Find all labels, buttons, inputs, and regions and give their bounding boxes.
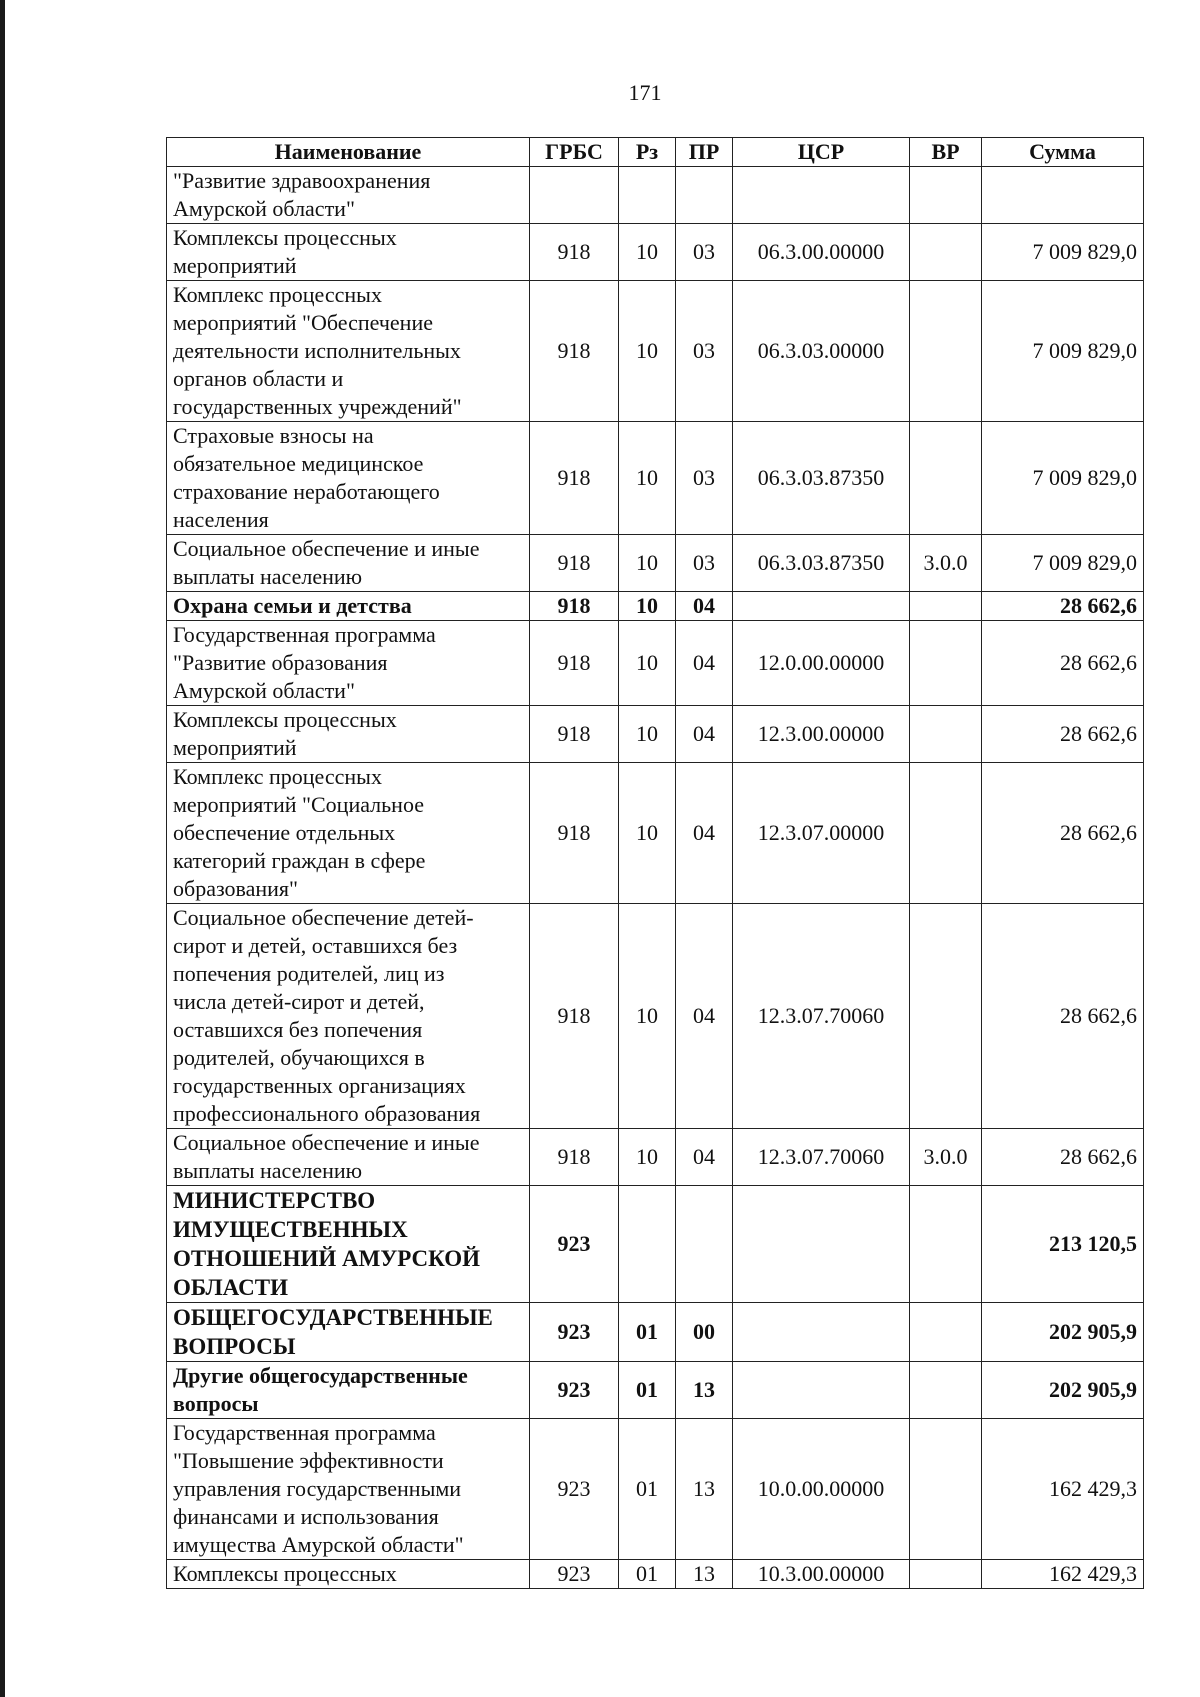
cell-name bbox=[167, 904, 530, 1129]
cell-vr bbox=[910, 422, 982, 535]
cell-vr bbox=[910, 167, 982, 224]
table-row bbox=[167, 1129, 1144, 1186]
cell-name-line: ИМУЩЕСТВЕННЫХ bbox=[173, 1217, 408, 1242]
cell-csr: 06.3.03.87350 bbox=[733, 422, 910, 535]
cell-vr bbox=[910, 1186, 982, 1303]
cell-name-line: образования" bbox=[173, 876, 299, 901]
table-row bbox=[167, 1419, 1144, 1560]
table-row bbox=[167, 904, 1144, 1129]
cell-name-line: Комплексы процессных bbox=[173, 1561, 397, 1586]
cell-name-line: родителей, обучающихся в bbox=[173, 1045, 425, 1070]
cell-csr: 06.3.03.00000 bbox=[733, 281, 910, 422]
cell-name bbox=[167, 621, 530, 706]
cell-csr: 12.0.00.00000 bbox=[733, 621, 910, 706]
cell-pr: 04 bbox=[676, 706, 733, 763]
cell-grbs: 918 bbox=[530, 422, 619, 535]
cell-name-line: попечения родителей, лиц из bbox=[173, 961, 445, 986]
cell-name-line: Другие общегосударственные bbox=[173, 1363, 468, 1388]
table-row bbox=[167, 224, 1144, 281]
cell-csr: 06.3.00.00000 bbox=[733, 224, 910, 281]
cell-vr bbox=[910, 706, 982, 763]
cell-rz: 10 bbox=[619, 422, 676, 535]
cell-pr: 04 bbox=[676, 592, 733, 621]
header-name: Наименование bbox=[167, 138, 530, 167]
cell-pr: 04 bbox=[676, 621, 733, 706]
cell-sum: 202 905,9 bbox=[982, 1362, 1144, 1419]
cell-vr bbox=[910, 1303, 982, 1362]
cell-name-line: ОТНОШЕНИЙ АМУРСКОЙ bbox=[173, 1246, 481, 1271]
cell-name-line: Государственная программа bbox=[173, 1420, 436, 1445]
cell-name-line: Комплексы процессных bbox=[173, 225, 397, 250]
table-row bbox=[167, 621, 1144, 706]
cell-pr: 13 bbox=[676, 1560, 733, 1589]
cell-grbs: 923 bbox=[530, 1560, 619, 1589]
cell-pr: 13 bbox=[676, 1419, 733, 1560]
cell-rz: 10 bbox=[619, 592, 676, 621]
cell-name-line: Охрана семьи и детства bbox=[173, 593, 412, 618]
cell-name bbox=[167, 1186, 530, 1303]
cell-name-line: ОБЛАСТИ bbox=[173, 1275, 288, 1300]
cell-sum: 162 429,3 bbox=[982, 1419, 1144, 1560]
cell-csr: 12.3.00.00000 bbox=[733, 706, 910, 763]
cell-rz: 10 bbox=[619, 281, 676, 422]
header-csr: ЦСР bbox=[733, 138, 910, 167]
cell-csr: 10.0.00.00000 bbox=[733, 1419, 910, 1560]
cell-sum: 28 662,6 bbox=[982, 706, 1144, 763]
cell-name-line: Комплексы процессных bbox=[173, 707, 397, 732]
cell-rz: 10 bbox=[619, 224, 676, 281]
cell-name bbox=[167, 706, 530, 763]
header-grbs: ГРБС bbox=[530, 138, 619, 167]
cell-sum: 7 009 829,0 bbox=[982, 535, 1144, 592]
cell-name-line: финансами и использования bbox=[173, 1504, 439, 1529]
cell-rz: 10 bbox=[619, 763, 676, 904]
cell-name-line: Амурской области" bbox=[173, 678, 355, 703]
cell-name-line: обеспечение отдельных bbox=[173, 820, 396, 845]
table-row bbox=[167, 1186, 1144, 1303]
cell-csr: 06.3.03.87350 bbox=[733, 535, 910, 592]
cell-name-line: мероприятий bbox=[173, 735, 297, 760]
cell-name-line: Социальное обеспечение и иные bbox=[173, 536, 480, 561]
cell-sum: 28 662,6 bbox=[982, 592, 1144, 621]
cell-name bbox=[167, 224, 530, 281]
cell-vr bbox=[910, 592, 982, 621]
cell-rz: 01 bbox=[619, 1560, 676, 1589]
cell-name-line: мероприятий "Социальное bbox=[173, 792, 424, 817]
cell-vr bbox=[910, 1362, 982, 1419]
cell-rz: 01 bbox=[619, 1303, 676, 1362]
cell-name-line: Комплекс процессных bbox=[173, 282, 382, 307]
cell-name-line: "Развитие образования bbox=[173, 650, 388, 675]
cell-name bbox=[167, 592, 530, 621]
cell-csr: 12.3.07.00000 bbox=[733, 763, 910, 904]
cell-name-line: имущества Амурской области" bbox=[173, 1532, 464, 1557]
cell-csr bbox=[733, 1303, 910, 1362]
cell-name-line: государственных учреждений" bbox=[173, 394, 462, 419]
cell-name-line: оставшихся без попечения bbox=[173, 1017, 423, 1042]
cell-vr bbox=[910, 621, 982, 706]
cell-name bbox=[167, 167, 530, 224]
cell-rz: 10 bbox=[619, 904, 676, 1129]
cell-name bbox=[167, 281, 530, 422]
cell-vr: 3.0.0 bbox=[910, 1129, 982, 1186]
cell-rz: 01 bbox=[619, 1362, 676, 1419]
cell-name-line: мероприятий bbox=[173, 253, 297, 278]
cell-name-line: ВОПРОСЫ bbox=[173, 1334, 296, 1359]
cell-pr: 03 bbox=[676, 224, 733, 281]
cell-grbs: 918 bbox=[530, 224, 619, 281]
cell-sum: 202 905,9 bbox=[982, 1303, 1144, 1362]
cell-grbs: 918 bbox=[530, 535, 619, 592]
cell-sum: 28 662,6 bbox=[982, 621, 1144, 706]
cell-name-line: вопросы bbox=[173, 1391, 259, 1416]
table-row bbox=[167, 763, 1144, 904]
header-pr: ПР bbox=[676, 138, 733, 167]
cell-sum: 7 009 829,0 bbox=[982, 224, 1144, 281]
header-sum: Сумма bbox=[982, 138, 1144, 167]
scan-edge bbox=[0, 0, 5, 1697]
table-row bbox=[167, 535, 1144, 592]
cell-vr bbox=[910, 1419, 982, 1560]
cell-rz bbox=[619, 167, 676, 224]
cell-pr: 03 bbox=[676, 281, 733, 422]
cell-grbs: 918 bbox=[530, 1129, 619, 1186]
cell-sum bbox=[982, 167, 1144, 224]
cell-grbs: 923 bbox=[530, 1362, 619, 1419]
cell-name-line: сирот и детей, оставшихся без bbox=[173, 933, 458, 958]
table-row bbox=[167, 706, 1144, 763]
table-body bbox=[167, 167, 1144, 1589]
cell-name-line: страхование неработающего bbox=[173, 479, 440, 504]
cell-rz: 10 bbox=[619, 621, 676, 706]
cell-pr: 03 bbox=[676, 535, 733, 592]
cell-pr: 03 bbox=[676, 422, 733, 535]
cell-name bbox=[167, 535, 530, 592]
cell-name bbox=[167, 763, 530, 904]
cell-sum: 28 662,6 bbox=[982, 763, 1144, 904]
table-row bbox=[167, 422, 1144, 535]
cell-name-line: категорий граждан в сфере bbox=[173, 848, 426, 873]
cell-pr bbox=[676, 1186, 733, 1303]
cell-rz: 01 bbox=[619, 1419, 676, 1560]
cell-name-line: Государственная программа bbox=[173, 622, 436, 647]
cell-csr: 10.3.00.00000 bbox=[733, 1560, 910, 1589]
cell-vr bbox=[910, 281, 982, 422]
cell-sum: 7 009 829,0 bbox=[982, 422, 1144, 535]
cell-grbs bbox=[530, 167, 619, 224]
page-number: 171 bbox=[628, 80, 662, 105]
cell-name-line: управления государственными bbox=[173, 1476, 462, 1501]
cell-name-line: Социальное обеспечение детей- bbox=[173, 905, 474, 930]
cell-csr: 12.3.07.70060 bbox=[733, 1129, 910, 1186]
cell-vr bbox=[910, 224, 982, 281]
cell-vr bbox=[910, 763, 982, 904]
cell-grbs: 918 bbox=[530, 904, 619, 1129]
table-row bbox=[167, 1303, 1144, 1362]
table-row bbox=[167, 167, 1144, 224]
cell-name bbox=[167, 1560, 530, 1589]
cell-name-line: обязательное медицинское bbox=[173, 451, 424, 476]
cell-grbs: 923 bbox=[530, 1419, 619, 1560]
cell-name-line: профессионального образования bbox=[173, 1101, 481, 1126]
cell-sum: 28 662,6 bbox=[982, 904, 1144, 1129]
cell-name-line: выплаты населению bbox=[173, 1158, 363, 1183]
cell-name-line: ОБЩЕГОСУДАРСТВЕННЫЕ bbox=[173, 1305, 493, 1330]
cell-vr: 3.0.0 bbox=[910, 535, 982, 592]
cell-name bbox=[167, 1129, 530, 1186]
cell-pr: 04 bbox=[676, 763, 733, 904]
cell-csr bbox=[733, 592, 910, 621]
cell-rz: 10 bbox=[619, 1129, 676, 1186]
table-row bbox=[167, 1362, 1144, 1419]
cell-grbs: 918 bbox=[530, 621, 619, 706]
cell-sum: 28 662,6 bbox=[982, 1129, 1144, 1186]
table-row bbox=[167, 281, 1144, 422]
budget-table bbox=[166, 137, 1144, 1589]
cell-name-line: "Повышение эффективности bbox=[173, 1448, 444, 1473]
cell-csr bbox=[733, 1362, 910, 1419]
cell-pr: 04 bbox=[676, 904, 733, 1129]
table-row bbox=[167, 1560, 1144, 1589]
cell-csr bbox=[733, 1186, 910, 1303]
cell-pr: 04 bbox=[676, 1129, 733, 1186]
cell-name bbox=[167, 1362, 530, 1419]
cell-name-line: выплаты населению bbox=[173, 564, 363, 589]
table-row bbox=[167, 592, 1144, 621]
cell-grbs: 918 bbox=[530, 763, 619, 904]
cell-rz: 10 bbox=[619, 535, 676, 592]
cell-name-line: мероприятий "Обеспечение bbox=[173, 310, 433, 335]
cell-grbs: 918 bbox=[530, 706, 619, 763]
cell-grbs: 923 bbox=[530, 1186, 619, 1303]
cell-grbs: 918 bbox=[530, 592, 619, 621]
cell-grbs: 918 bbox=[530, 281, 619, 422]
cell-name-line: деятельности исполнительных bbox=[173, 338, 461, 363]
cell-sum: 162 429,3 bbox=[982, 1560, 1144, 1589]
cell-rz: 10 bbox=[619, 706, 676, 763]
cell-csr: 12.3.07.70060 bbox=[733, 904, 910, 1129]
cell-name-line: МИНИСТЕРСТВО bbox=[173, 1188, 376, 1213]
cell-vr bbox=[910, 1560, 982, 1589]
cell-name bbox=[167, 422, 530, 535]
cell-rz bbox=[619, 1186, 676, 1303]
cell-name bbox=[167, 1303, 530, 1362]
cell-name-line: Социальное обеспечение и иные bbox=[173, 1130, 480, 1155]
cell-name-line: государственных организациях bbox=[173, 1073, 466, 1098]
cell-name-line: Комплекс процессных bbox=[173, 764, 382, 789]
cell-vr bbox=[910, 904, 982, 1129]
cell-name-line: Амурской области" bbox=[173, 196, 355, 221]
cell-name-line: числа детей-сирот и детей, bbox=[173, 989, 425, 1014]
header-rz: Рз bbox=[619, 138, 676, 167]
cell-sum: 7 009 829,0 bbox=[982, 281, 1144, 422]
cell-pr bbox=[676, 167, 733, 224]
cell-sum: 213 120,5 bbox=[982, 1186, 1144, 1303]
cell-name bbox=[167, 1419, 530, 1560]
cell-grbs: 923 bbox=[530, 1303, 619, 1362]
cell-name-line: "Развитие здравоохранения bbox=[173, 168, 431, 193]
cell-pr: 13 bbox=[676, 1362, 733, 1419]
header-vr: ВР bbox=[910, 138, 982, 167]
cell-name-line: Страховые взносы на bbox=[173, 423, 374, 448]
cell-pr: 00 bbox=[676, 1303, 733, 1362]
cell-name-line: населения bbox=[173, 507, 269, 532]
cell-name-line: органов области и bbox=[173, 366, 344, 391]
cell-csr bbox=[733, 167, 910, 224]
table-header-row bbox=[167, 138, 1144, 167]
